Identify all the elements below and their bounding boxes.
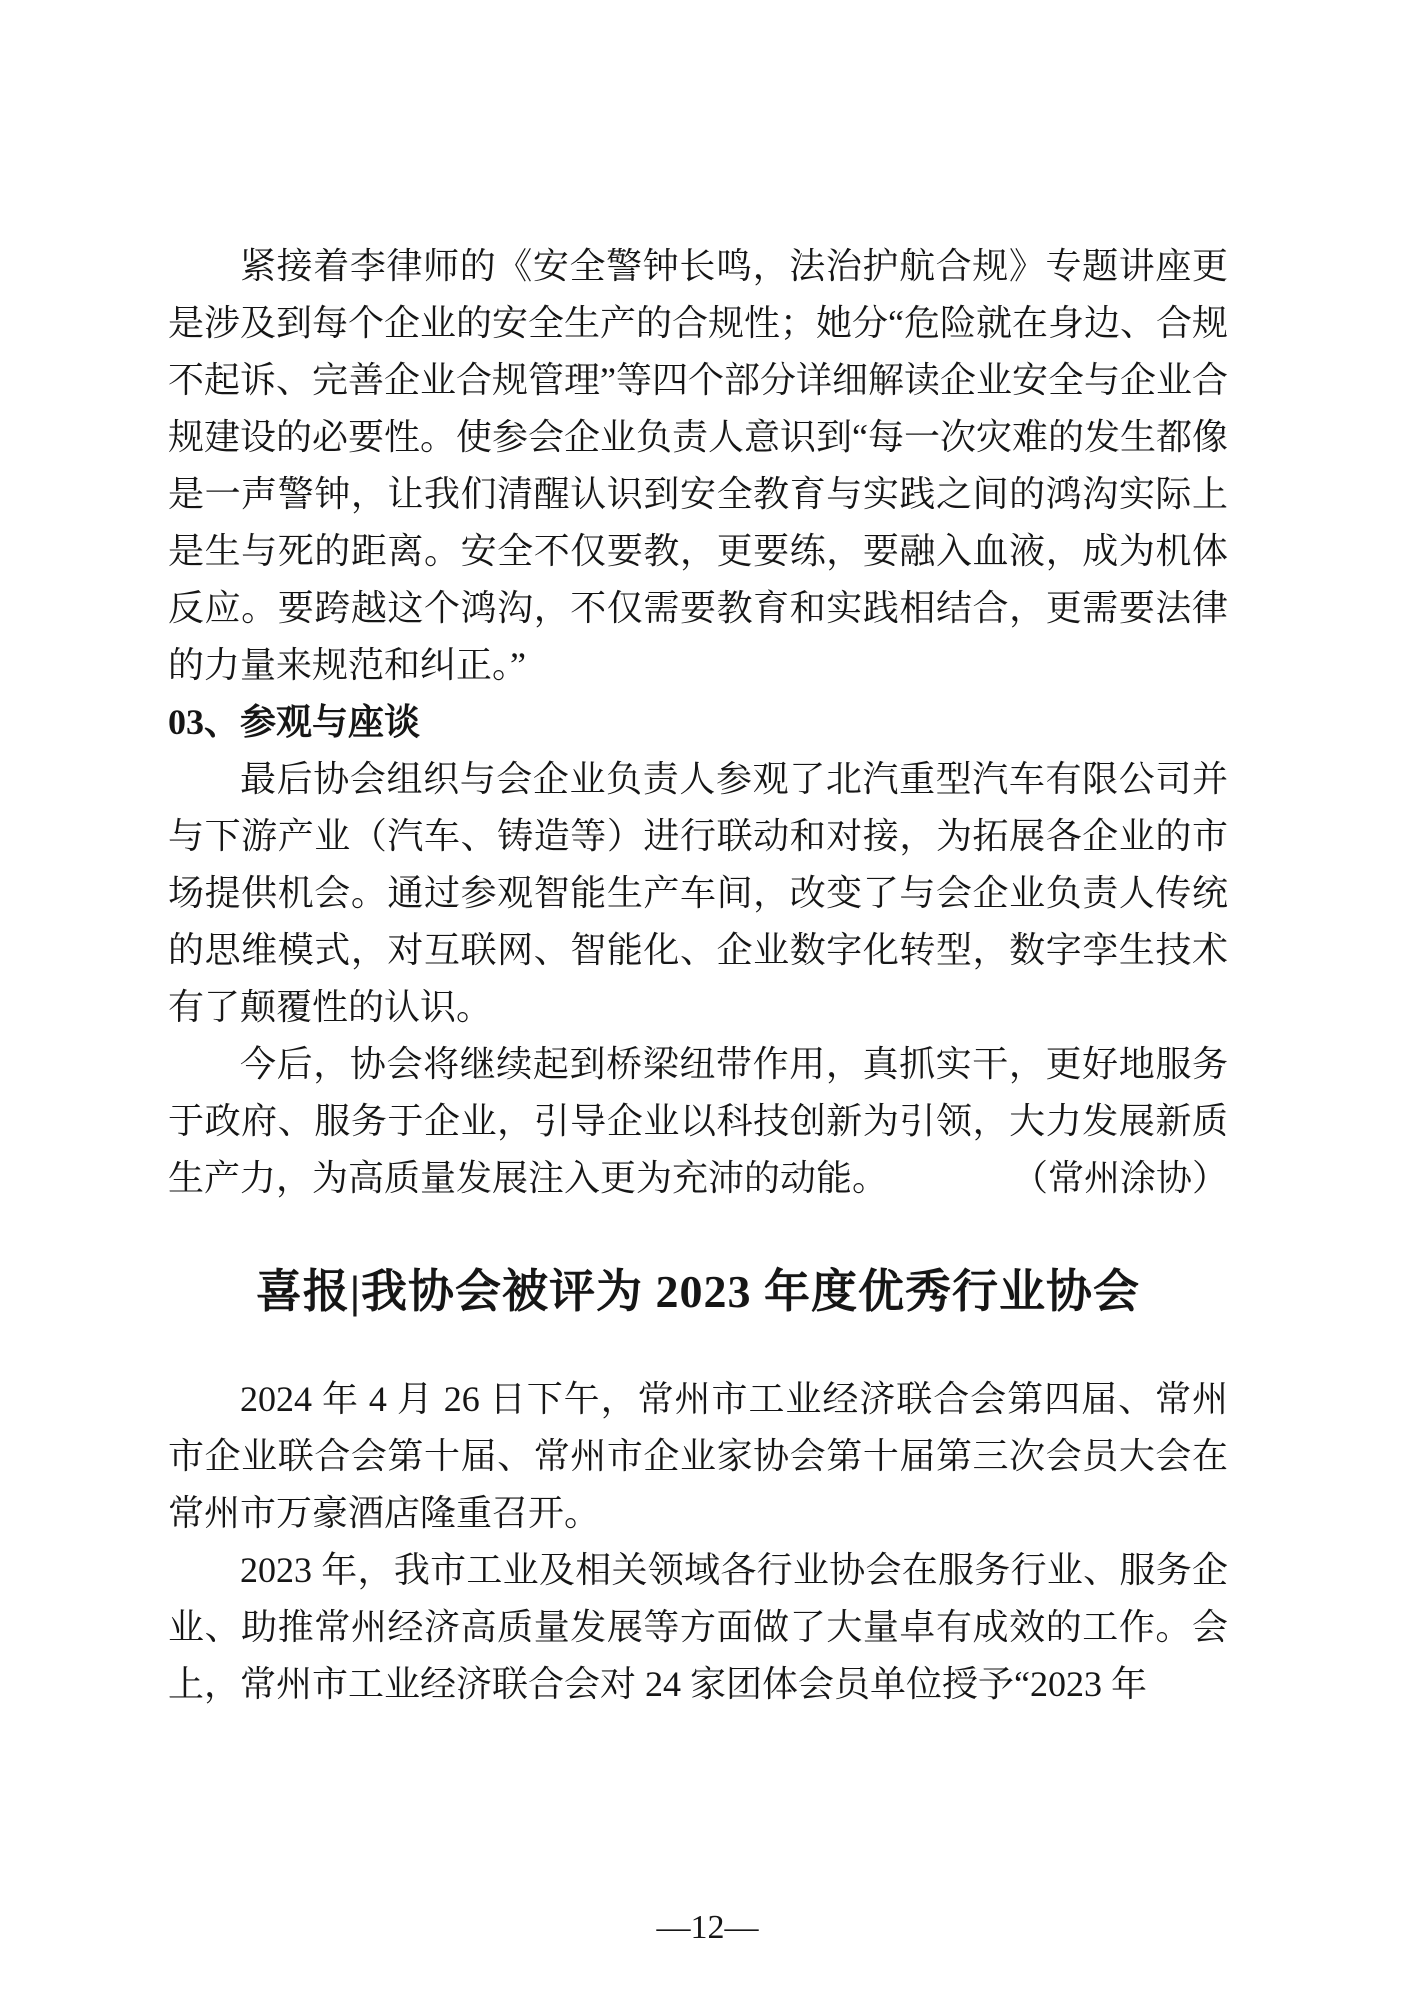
paragraph-factory-visit: 最后协会组织与会企业负责人参观了北汽重型汽车有限公司并与下游产业（汽车、铸造等）进行联动和对接，为拓展各企业的市场提供机会。通过参观智能生产车间，改变了与会企业负责人传统的思维模式，对互联网、智能化、企业数字化转型，数字孪生技术有了颠覆性的认识。 [168, 759, 1228, 1027]
paragraph-future-outlook [168, 1036, 1228, 1207]
article-title-award-announcement: 喜报|我协会被评为 2023 年度优秀行业协会 [255, 1266, 1141, 1317]
page-number: —12— [656, 1909, 759, 1946]
paragraph-meeting-opening: 2024 年 4 月 26 日下午，常州市工业经济联合会第四届、常州市企业联合会第十届、常州市企业家协会第十届第三次会员大会在常州市万豪酒店隆重召开。 [168, 1379, 1228, 1533]
attribution-source: （常州涂协） [1011, 1158, 1228, 1198]
paragraph-lecture-compliance: 紧接着李律师的《安全警钟长鸣，法治护航合规》专题讲座更是涉及到每个企业的安全生产的合规性；她分“危险就在身边、合规不起诉、完善企业合规管理”等四个部分详细解读企业安全与企业合规建设的必要性。使参会企业负责人意识到“每一次灾难的发生都像是一声警钟，让我们清醒认识到安全教育与实践之间的鸿沟实际上是生与死的距离。安全不仅要教，更要练，要融入血液，成为机体反应。要跨越这个鸿沟，不仅需要教育和实践相结合，更需要法律的力量来规范和纠正。” [168, 246, 1228, 685]
paragraph-award-details: 2023 年，我市工业及相关领域各行业协会在服务行业、服务企业、助推常州经济高质量发展等方面做了大量卓有成效的工作。会上，常州市工业经济联合会对 24 家团体会员单位授予“2023 年 [168, 1550, 1228, 1704]
section-heading-visit-and-discussion: 03、参观与座谈 [168, 702, 421, 742]
document-body [168, 238, 1228, 1713]
paragraph-future-outlook-text: 今后，协会将继续起到桥梁纽带作用，真抓实干，更好地服务于政府、服务于企业，引导企业以科技创新为引领，大力发展新质生产力，为高质量发展注入更为充沛的动能。 [168, 1044, 1228, 1198]
